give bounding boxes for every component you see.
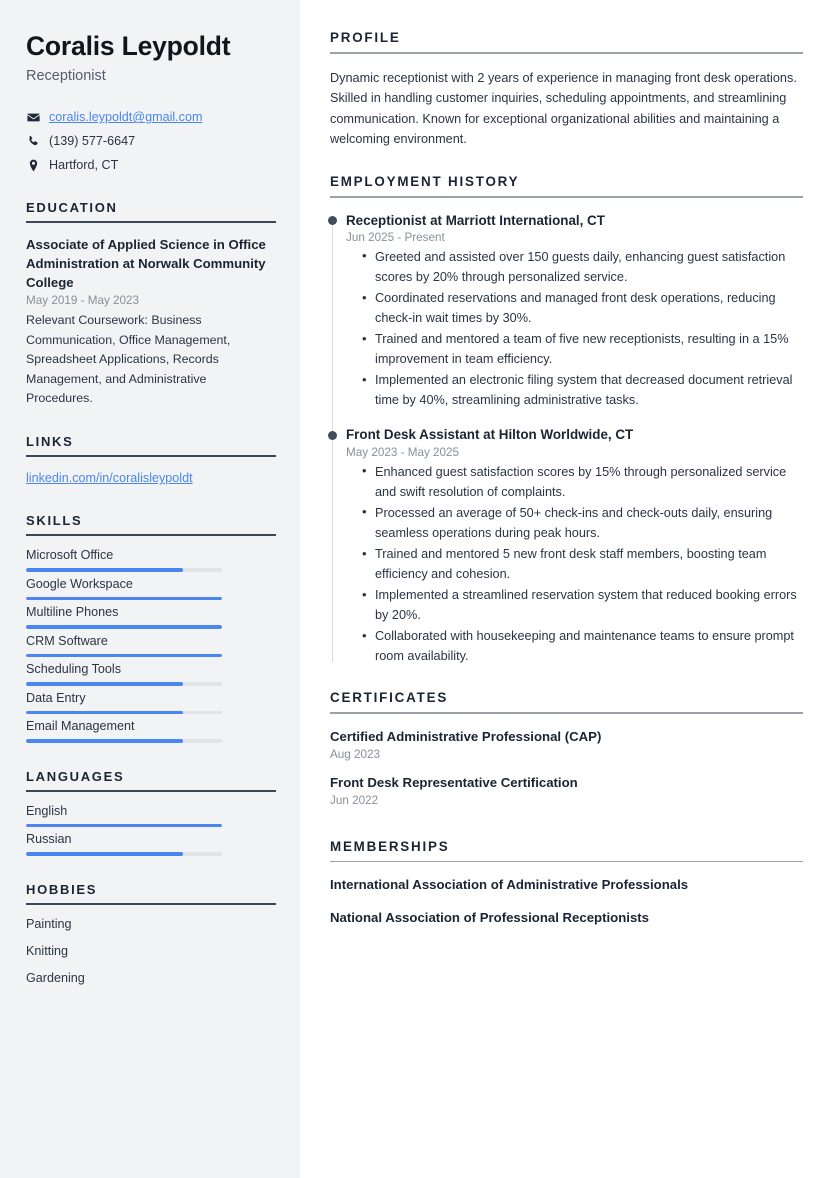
job-bullet: • Coordinated reservations and managed front desk operations, reducing check-in wait times by 30%. xyxy=(362,288,803,328)
skill-item xyxy=(26,662,276,686)
job-bullet: • Implemented a streamlined reservation system that reduced booking errors by 20%. xyxy=(362,585,803,625)
section-hobbies xyxy=(26,882,276,985)
skill-level-bar xyxy=(26,739,222,743)
skill-label: Multiline Phones xyxy=(26,605,119,620)
employment-heading: EMPLOYMENT HISTORY xyxy=(330,173,520,189)
skill-level-bar xyxy=(26,682,222,686)
phone-text: (139) 577-6647 xyxy=(49,134,136,149)
skill-item xyxy=(26,605,276,629)
language-level-fill xyxy=(26,852,183,856)
hobby-item: Knitting xyxy=(26,943,69,958)
profile-heading: PROFILE xyxy=(330,30,401,45)
links-heading: LINKS xyxy=(26,434,74,450)
section-education xyxy=(26,200,276,409)
skill-level-fill xyxy=(26,625,222,629)
job-bullet: • Trained and mentored 5 new front desk staff members, boosting team efficiency and cohesion. xyxy=(362,544,803,584)
job-date: May 2023 - May 2025 xyxy=(346,445,460,459)
sidebar xyxy=(0,0,300,1178)
links-divider xyxy=(26,455,276,457)
job-entry xyxy=(346,426,803,666)
envelope-icon xyxy=(26,111,40,124)
education-entry xyxy=(26,235,276,409)
skill-label: Data Entry xyxy=(26,690,86,705)
education-description: Relevant Coursework: Business Communication, Office Management, Spreadsheet Applications, Records Management, and Administrative Procedures. xyxy=(26,313,231,405)
contact-list xyxy=(26,109,276,174)
section-employment-history xyxy=(330,174,803,667)
membership-item: International Association of Administrative Professionals xyxy=(330,877,689,893)
email-link[interactable]: coralis.leypoldt@gmail.com xyxy=(49,110,203,125)
certificates-divider xyxy=(330,712,803,714)
timeline-dot-icon xyxy=(328,216,337,225)
skill-level-fill xyxy=(26,711,183,715)
hobby-item: Painting xyxy=(26,916,72,931)
languages-heading: LANGUAGES xyxy=(26,768,125,784)
job-bullet: • Enhanced guest satisfaction scores by 15% through personalized service and swift resolution of complaints. xyxy=(362,462,803,502)
hobbies-divider xyxy=(26,903,276,905)
skill-level-bar xyxy=(26,711,222,715)
skill-level-bar xyxy=(26,568,222,572)
hobbies-heading: HOBBIES xyxy=(26,881,98,897)
certificate-title: Front Desk Representative Certification xyxy=(330,774,578,790)
certificate-date: Aug 2023 xyxy=(330,747,381,761)
skills-divider xyxy=(26,534,276,536)
skill-label: Scheduling Tools xyxy=(26,662,121,677)
skill-level-bar xyxy=(26,625,222,629)
section-links xyxy=(26,434,276,487)
section-languages xyxy=(26,769,276,856)
education-title: Associate of Applied Science in Office Administration at Norwalk Community College xyxy=(26,236,266,290)
profile-divider xyxy=(330,52,803,54)
skill-level-fill xyxy=(26,682,183,686)
section-skills xyxy=(26,513,276,743)
hobby-item: Gardening xyxy=(26,970,85,985)
profile-text: Dynamic receptionist with 2 years of experience in managing front desk operations. Skilled in handling customer inquiries, scheduling appointments, and streamlining communication. Known for exceptional organizational abilities and maintaining a welcoming environment. xyxy=(330,70,797,147)
phone-icon xyxy=(26,135,40,148)
language-item xyxy=(26,804,276,828)
language-item xyxy=(26,832,276,856)
skill-item xyxy=(26,577,276,601)
candidate-name: Coralis Leypoldt xyxy=(26,31,231,61)
skill-label: Email Management xyxy=(26,719,135,734)
skill-level-fill xyxy=(26,597,222,601)
job-date: Jun 2025 - Present xyxy=(346,230,445,244)
skill-level-bar xyxy=(26,597,222,601)
section-spacer xyxy=(330,831,803,839)
language-level-bar xyxy=(26,852,222,856)
section-certificates xyxy=(330,690,803,806)
contact-location xyxy=(26,157,276,174)
location-pin-icon xyxy=(26,159,40,172)
skill-level-bar xyxy=(26,654,222,658)
job-bullet-list xyxy=(346,462,803,667)
skill-item xyxy=(26,719,276,743)
job-bullet-list xyxy=(346,247,803,411)
timeline-dot-icon xyxy=(328,431,337,440)
membership-item: National Association of Professional Receptionists xyxy=(330,910,650,926)
skill-item xyxy=(26,634,276,658)
skill-level-fill xyxy=(26,654,222,658)
job-bullet: • Implemented an electronic filing system that decreased document retrieval time by 40%, streamlining administrative tasks. xyxy=(362,370,803,410)
education-divider xyxy=(26,221,276,223)
certificate-title: Certified Administrative Professional (CAP) xyxy=(330,729,602,745)
job-role: Front Desk Assistant at Hilton Worldwide, CT xyxy=(346,427,634,443)
education-heading: EDUCATION xyxy=(26,199,118,215)
section-profile xyxy=(330,30,803,150)
employment-timeline xyxy=(330,212,803,667)
certificate-entry xyxy=(330,728,803,761)
job-bullet: • Greeted and assisted over 150 guests daily, enhancing guest satisfaction scores by 20% through personalized service. xyxy=(362,247,803,287)
contact-email xyxy=(26,109,276,126)
location-text: Hartford, CT xyxy=(49,158,119,173)
main-column xyxy=(300,0,833,1178)
certificates-heading: CERTIFICATES xyxy=(330,690,449,706)
language-level-fill xyxy=(26,824,222,828)
job-role: Receptionist at Marriott International, CT xyxy=(346,212,605,228)
candidate-job-title: Receptionist xyxy=(26,67,106,84)
job-bullet: • Processed an average of 50+ check-ins and check-outs daily, ensuring seamless operations during peak hours. xyxy=(362,503,803,543)
skill-label: CRM Software xyxy=(26,633,108,648)
languages-divider xyxy=(26,790,276,792)
certificate-entry xyxy=(330,774,803,807)
language-level-bar xyxy=(26,824,222,828)
education-date: May 2019 - May 2023 xyxy=(26,294,140,308)
language-label: English xyxy=(26,803,68,818)
job-bullet: • Trained and mentored a team of five new receptionists, resulting in a 15% improvement in team efficiency. xyxy=(362,329,803,369)
skill-level-fill xyxy=(26,739,183,743)
skill-item xyxy=(26,691,276,715)
contact-phone xyxy=(26,133,276,150)
linkedin-link[interactable]: linkedin.com/in/coralisleypoldt xyxy=(26,471,193,486)
skill-label: Microsoft Office xyxy=(26,548,114,563)
certificate-date: Jun 2022 xyxy=(330,793,379,807)
section-memberships xyxy=(330,839,803,927)
memberships-divider xyxy=(330,861,803,863)
skill-item xyxy=(26,548,276,572)
skill-label: Google Workspace xyxy=(26,576,133,591)
job-bullet: • Collaborated with housekeeping and maintenance teams to ensure prompt room availability. xyxy=(362,626,803,666)
skill-level-fill xyxy=(26,568,183,572)
job-entry xyxy=(346,212,803,411)
language-label: Russian xyxy=(26,832,72,847)
employment-divider xyxy=(330,196,803,198)
memberships-heading: MEMBERSHIPS xyxy=(330,838,450,854)
skills-heading: SKILLS xyxy=(26,513,83,529)
